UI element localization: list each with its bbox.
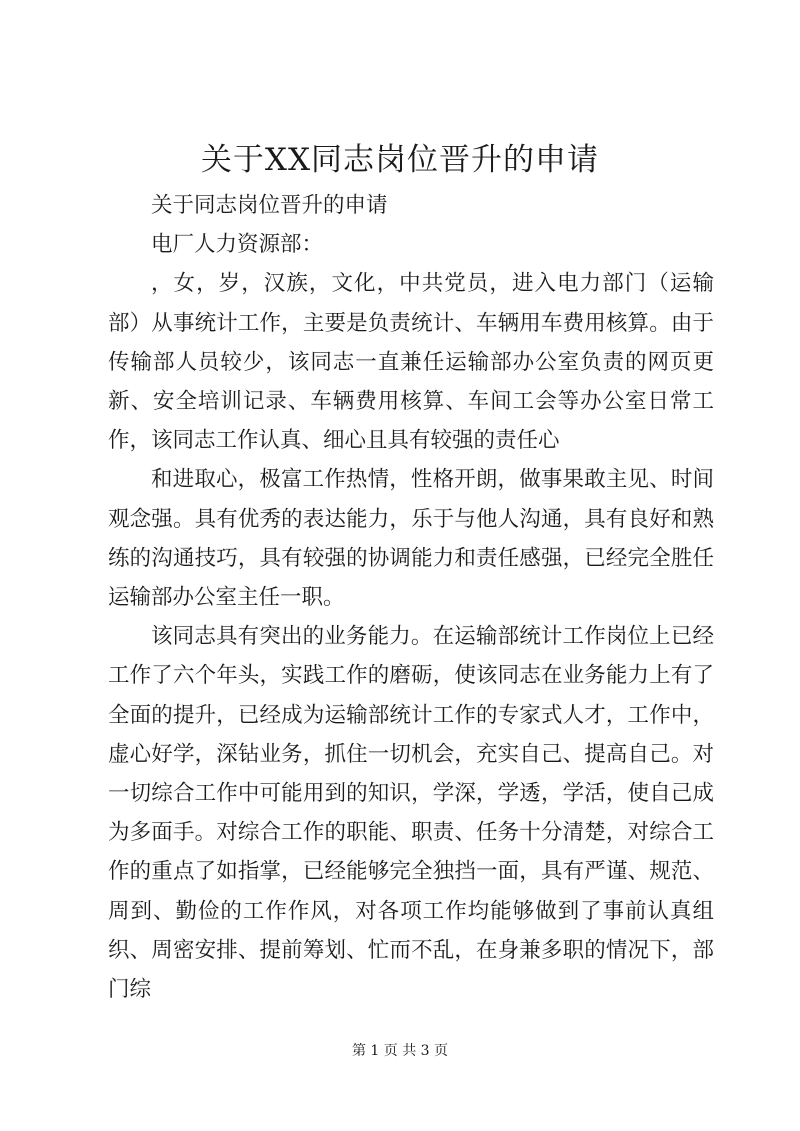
subject-line: 关于同志岗位晋升的申请	[151, 193, 388, 218]
document-body	[108, 186, 714, 1009]
document-title: 关于XX同志岗位晋升的申请	[200, 142, 600, 178]
body-paragraph: ，女，岁，汉族，文化，中共党员，进入电力部门（运输部）从事统计工作，主要是负责统计、车辆用车费用核算。由于传输部人员较少，该同志一直兼任运输部办公室负责的网页更新、安全培训记录、车辆费用核算、车间工会等办公室日常工作，该同志工作认真、细心且具有较强的责任心	[108, 271, 714, 454]
body-paragraph: 该同志具有突出的业务能力。在运输部统计工作岗位上已经工作了六个年头，实践工作的磨砺，使该同志在业务能力上有了全面的提升，已经成为运输部统计工作的专家式人才，工作中，虚心好学，深钻业务，抓住一切机会，充实自己、提高自己。对一切综合工作中可能用到的知识，学深，学透，学活，使自己成为多面手。对综合工作的职能、职责、任务十分清楚，对综合工作的重点了如指掌，已经能够完全独挡一面，具有严谨、规范、周到、勤俭的工作作风，对各项工作均能够做到了事前认真组织、周密安排、提前筹划、忙而不乱，在身兼多职的情况下，部门综	[108, 624, 714, 1003]
body-paragraph: 和进取心，极富工作热情，性格开朗，做事果敢主见、时间观念强。具有优秀的表达能力，乐于与他人沟通，具有良好和熟练的沟通技巧，具有较强的协调能力和责任感强，已经完全胜任运输部办公室主任一职。	[108, 467, 714, 611]
recipient-line: 电厂人力资源部：	[151, 232, 324, 258]
page-footer: 第 1 页 共 3 页	[351, 1043, 449, 1059]
